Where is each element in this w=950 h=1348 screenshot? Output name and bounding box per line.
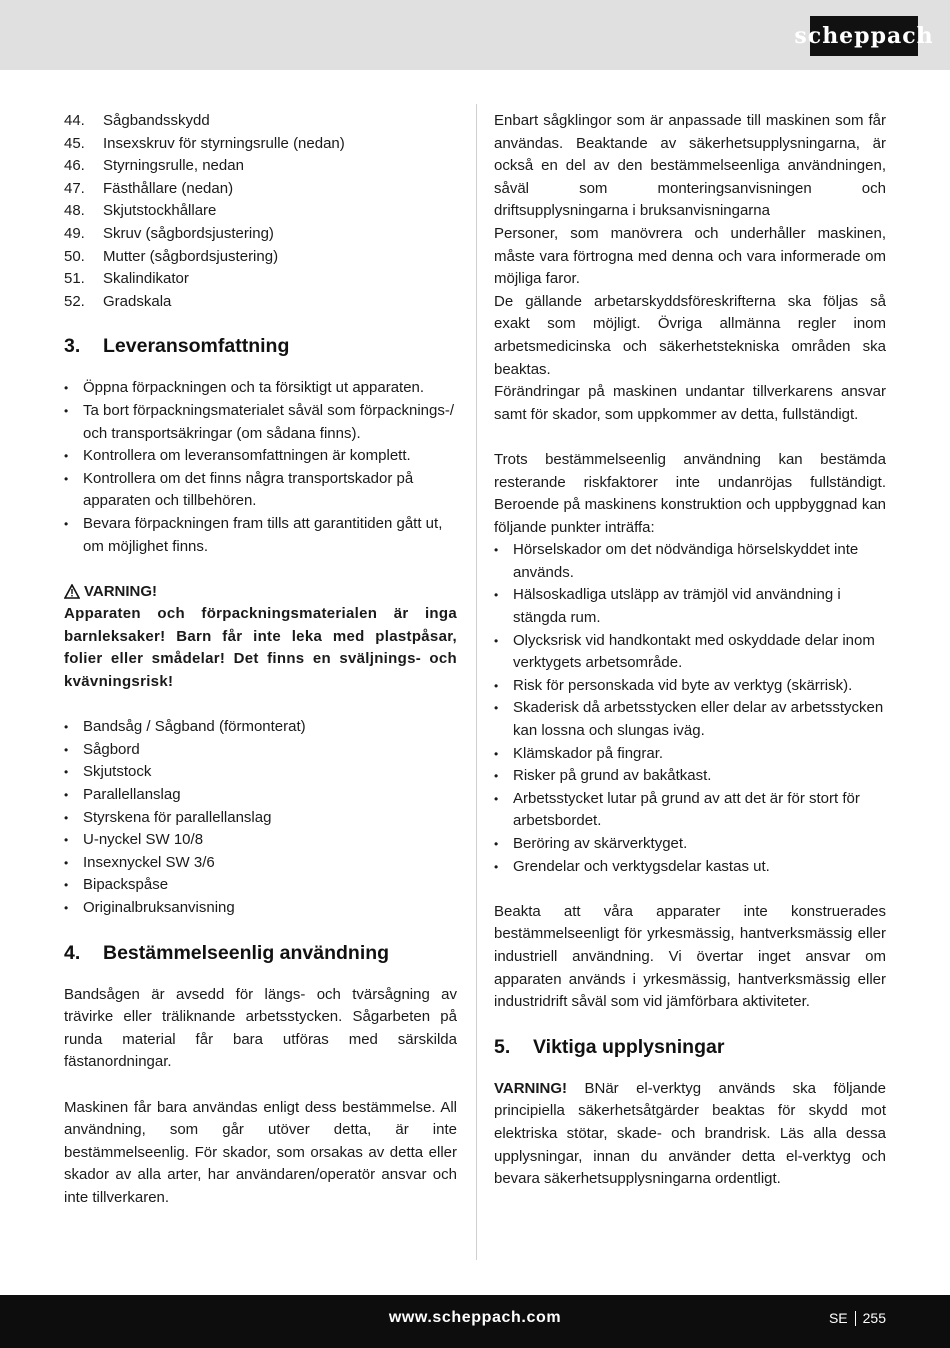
list-item [64, 110, 457, 133]
list-item: • Kontrollera om leveransomfattningen är komplett. [64, 445, 457, 468]
section-heading-4 [64, 940, 457, 966]
list-item: • Beröring av skärverktyget. [494, 833, 886, 856]
warning-text: Apparaten och förpackningsmaterialen är inga barnleksaker! Barn får inte leka med plastpåsar, folier eller smådelar! Det finns en sväljnings- och kvävningsrisk! [64, 605, 457, 691]
paragraph: Enbart sågklingor som är anpassade till maskinen som får användas. Beaktande av säkerhetsupplysningarna, är också en del av den bestämmelseenliga användningen, såväl som monteringsanvisningen och driftsupplysningarna i bruksanvisningarna [494, 112, 886, 220]
list-item: • Sågbord [64, 739, 457, 762]
list-item: • Hörselskador om det nödvändiga hörselskyddet inte används. [494, 539, 886, 584]
list-item: • Arbetsstycket lutar på grund av att det är för stort för arbetsbordet. [494, 788, 886, 833]
list-item: • Skjutstock [64, 761, 457, 784]
item-number: 45. [64, 134, 85, 152]
item-text: Gradskala [103, 292, 172, 310]
page-footer [0, 1295, 950, 1348]
list-item: • Ta bort förpackningsmaterialet såväl som förpacknings-/ och transportsäkringar (om sådana finns). [64, 400, 457, 445]
paragraph: De gällande arbetarskyddsföreskrifterna ska följas så exakt som möjligt. Övriga allmänna regler inom arbetsmedicinska och säkerhetstekniska områden ska beaktas. [494, 292, 886, 378]
list-item: • Olycksrisk vid handkontakt med oskyddade delar inom verktygets arbetsområde. [494, 630, 886, 675]
paragraph: Beakta att våra apparater inte konstruerades bestämmelseenligt för yrkesmässig, hantverksmässig eller industriell användning. Vi övertar inget ansvar om apparaten används i yrkesmässig, hantverksmässig eller industridrift såväl som vid jämförbara aktiviteter. [494, 902, 886, 1011]
section-heading-5 [494, 1034, 886, 1060]
item-number: 46. [64, 157, 85, 175]
right-column [494, 110, 886, 1191]
warning-triangle-icon [64, 584, 80, 599]
item-text: Sågbandsskydd [103, 112, 210, 129]
item-text: Fästhållare (nedan) [103, 179, 234, 197]
contents-list [64, 716, 457, 919]
item-number: 52. [64, 292, 85, 310]
item-text: Styrningsrulle, nedan [103, 157, 244, 175]
list-item: • Kontrollera om det finns några transportskador på apparaten och tillbehören. [64, 468, 457, 513]
item-text: Skruv (sågbordsjustering) [103, 224, 274, 242]
list-item: • Styrskena för parallellanslag [64, 807, 457, 830]
item-number: 51. [64, 270, 85, 288]
warning-title [64, 581, 457, 604]
section-title: Viktiga upplysningar [533, 1035, 725, 1058]
page-number: 255 [862, 1310, 886, 1326]
brand-logo: scheppach [810, 16, 918, 56]
item-number: 50. [64, 247, 85, 265]
list-item: • Originalbruksanvisning [64, 897, 457, 920]
list-item: • Parallellanslag [64, 784, 457, 807]
section-heading-3 [64, 333, 457, 359]
item-text: Skalindikator [103, 270, 189, 288]
item-number: 44. [64, 112, 85, 129]
list-item: • Risk för personskada vid byte av verktyg (skärrisk). [494, 675, 886, 698]
column-divider [476, 104, 477, 1260]
paragraph: Personer, som manövrera och underhåller maskinen, måste vara förtrogna med denna och vara informerade om möjliga faror. [494, 224, 886, 288]
list-item [64, 246, 457, 269]
list-item: • Klämskador på fingrar. [494, 743, 886, 766]
list-item [64, 291, 457, 314]
parts-list [64, 110, 457, 313]
list-item [64, 178, 457, 201]
language-code: SE [828, 1310, 848, 1326]
list-item: • Bevara förpackningen fram tills att garantitiden gått ut, om möjlighet finns. [64, 513, 457, 558]
section-title: Leveransomfattning [103, 335, 290, 358]
list-item [64, 133, 457, 156]
section-title: Bestämmelseenlig användning [103, 941, 390, 964]
warning-rest: BNär el-verktyg används ska följande principiella säkerhetsåtgärder beaktas för skydd mot elektriska stötar, skade- och brandrisk. Läs alla dessa upplysningar, innan du använder detta el-verktyg och bevara säkerhetsupplysningarna ordentligt. [494, 1079, 886, 1188]
item-number: 49. [64, 224, 85, 242]
list-item [64, 200, 457, 223]
paragraph: Förändringar på maskinen undantar tillverkarens ansvar samt för skador, som uppkommer av detta, fullständigt. [494, 383, 886, 423]
paragraph: Trots bestämmelseenlig användning kan bestämda resterande riskfaktorer inte undanröjas fullständigt. Beroende på maskinens konstruktion och uppbyggnad kan följande punkter inträffa: [494, 450, 886, 536]
section-number: 4. [64, 941, 81, 964]
left-column [64, 110, 457, 1210]
list-item: • Bandsåg / Sågband (förmonterat) [64, 716, 457, 739]
list-item: • U-nyckel SW 10/8 [64, 829, 457, 852]
item-text: Insexskruv för styrningsrulle (nedan) [103, 134, 345, 152]
item-number: 48. [64, 202, 85, 220]
list-item: • Insexnyckel SW 3/6 [64, 852, 457, 875]
item-number: 47. [64, 179, 85, 197]
list-item: • Bipackspåse [64, 874, 457, 897]
list-item [64, 223, 457, 246]
list-item [64, 155, 457, 178]
list-item: • Skaderisk då arbetsstycken eller delar av arbetsstycken kan lossna och slungas iväg. [494, 697, 886, 742]
page-indicator [829, 1310, 886, 1326]
list-item: • Risker på grund av bakåtkast. [494, 765, 886, 788]
separator [855, 1311, 856, 1326]
list-item: • Öppna förpackningen och ta försiktigt ut apparaten. [64, 377, 457, 400]
section-number: 5. [494, 1035, 511, 1058]
paragraph: Maskinen får bara användas enligt dess bestämmelse. All användning, som går utöver detta, är inte bestämmelseenlig. För skador, som orsakas av detta eller skador av alla arter, har användaren/operatör ansvar och inte tillverkaren. [64, 1098, 457, 1206]
risks-list [494, 539, 886, 878]
footer-url[interactable]: www.scheppach.com [388, 1309, 562, 1326]
list-item: • Grendelar och verktygsdelar kastas ut. [494, 856, 886, 879]
item-text: Mutter (sågbordsjustering) [103, 247, 279, 265]
page-header [0, 0, 950, 70]
warning-lead: VARNING! [494, 1079, 568, 1097]
list-item [64, 268, 457, 291]
warning-label: VARNING! [84, 582, 158, 600]
paragraph: Bandsågen är avsedd för längs- och tvärsågning av trävirke eller träliknande arbetsstycken. Sågarbeten på runda material får bara utföras med särskilda fästanordningar. [64, 985, 457, 1071]
item-text: Skjutstockhållare [103, 202, 217, 220]
section-number: 3. [64, 335, 81, 358]
warning-paragraph [494, 1078, 886, 1191]
delivery-steps-list [64, 377, 457, 558]
list-item: • Hälsoskadliga utsläpp av trämjöl vid användning i stängda rum. [494, 584, 886, 629]
